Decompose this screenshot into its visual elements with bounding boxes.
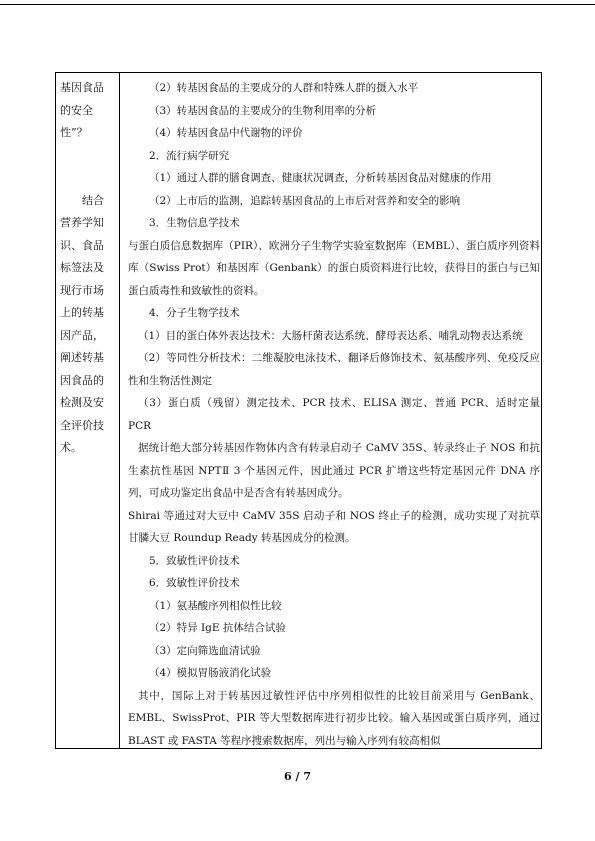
question-line: 性”？ <box>60 126 88 139</box>
question-cell <box>60 77 116 460</box>
answer-cell <box>128 77 540 752</box>
answer-paragraph: （1）氨基酸序列相似性比较 <box>149 599 282 612</box>
content-table <box>55 72 542 749</box>
question-line: 的安全 <box>60 103 93 117</box>
task-line: 阐述转基 <box>60 351 104 364</box>
section-heading: 3．生物信息学技术 <box>149 217 240 229</box>
section-heading: 6．致敏性评价技术 <box>149 577 240 589</box>
task-line: 营养学知 <box>60 216 104 229</box>
answer-paragraph: （3）蛋白质（残留）测定技术、PCR 技术、ELISA 测定、普通 PCR、适时定量 PCR <box>128 397 540 432</box>
task-line: 因食品的 <box>60 373 104 387</box>
task-line: 结合 <box>82 193 104 207</box>
answer-paragraph: （2）上市后的监测，追踪转基因食品的上市后对营养和安全的影响 <box>149 194 461 207</box>
page-number: 6 / 7 <box>284 770 311 783</box>
task-line: 识、食品 <box>60 238 104 252</box>
task-line: 现行市场 <box>60 283 104 297</box>
header-rule <box>0 4 595 5</box>
task-line: 检测及安 <box>60 396 104 409</box>
section-heading: 2．流行病学研究 <box>149 149 230 162</box>
task-line: 标签法及 <box>60 261 104 274</box>
answer-paragraph: （4）模拟胃肠液消化试验 <box>149 667 272 679</box>
answer-paragraph: （2）转基因食品的主要成分的人群和特殊人群的摄入水平 <box>149 82 419 94</box>
answer-paragraph: （1）通过人群的膳食调查、健康状况调查，分析转基因食品对健康的作用 <box>149 172 492 184</box>
answer-paragraph: （1）目的蛋白体外表达技术：大肠杆菌表达系统、酵母表达系、哺乳动物表达系统 <box>138 329 523 342</box>
column-divider <box>119 73 120 748</box>
answer-paragraph: （3）定向筛选血清试验 <box>149 644 261 657</box>
task-line: 术。 <box>60 441 82 454</box>
answer-paragraph: 与蛋白质信息数据库（PIR）、欧洲分子生物学实验室数据库（EMBL）、蛋白质序列资料库（Swiss Prot）和基因库（Genbank）的蛋白质资料进行比较，获得目的蛋白与已知蛋白质毒性和致敏性的资料。 <box>128 239 540 297</box>
task-line: 全评价技 <box>60 418 104 432</box>
answer-paragraph: 据统计绝大部分转基因作物体内含有转录启动子 CaMV 35S、转录终止子 NOS 和抗生素抗性基因 NPTⅡ 3 个基因元件，因此通过 PCR 扩增这些特定基因元件 DNA 序列，可成功鉴定出食品中是否含有转基因成分。 <box>128 442 540 499</box>
task-line: 因产品， <box>60 328 104 342</box>
answer-paragraph: 其中，国际上对于转基因过敏性评估中序列相似性的比较目前采用与 GenBank、EMBL、SwissProt、PIR 等大型数据库进行初步比较。输入基因或蛋白质序列，通过 BLAST 或 FASTA 等程序搜索数据库，列出与输入序列有较高相似 <box>128 689 540 747</box>
answer-paragraph: （3）转基因食品的主要成分的生物利用率的分析 <box>149 104 377 117</box>
section-heading: 5．致敏性评价技术 <box>149 554 240 567</box>
answer-paragraph: （4）转基因食品中代谢物的评价 <box>149 127 303 139</box>
question-line: 基因食品 <box>60 81 104 94</box>
section-heading: 4．分子生物学技术 <box>149 307 240 319</box>
answer-paragraph: （2）特异 IgE 抗体结合试验 <box>149 622 286 634</box>
task-line: 上的转基 <box>60 306 104 319</box>
answer-paragraph: （2）等同性分析技术：二维凝胶电泳技术、翻译后修饰技术、氨基酸序列、免疫反应性和生物活性测定 <box>128 352 540 387</box>
answer-paragraph: Shirai 等通过对大豆中 CaMV 35S 启动子和 NOS 终止子的检测，成功实现了对抗草甘膦大豆 Roundup Ready 转基因成分的检测。 <box>128 509 540 544</box>
